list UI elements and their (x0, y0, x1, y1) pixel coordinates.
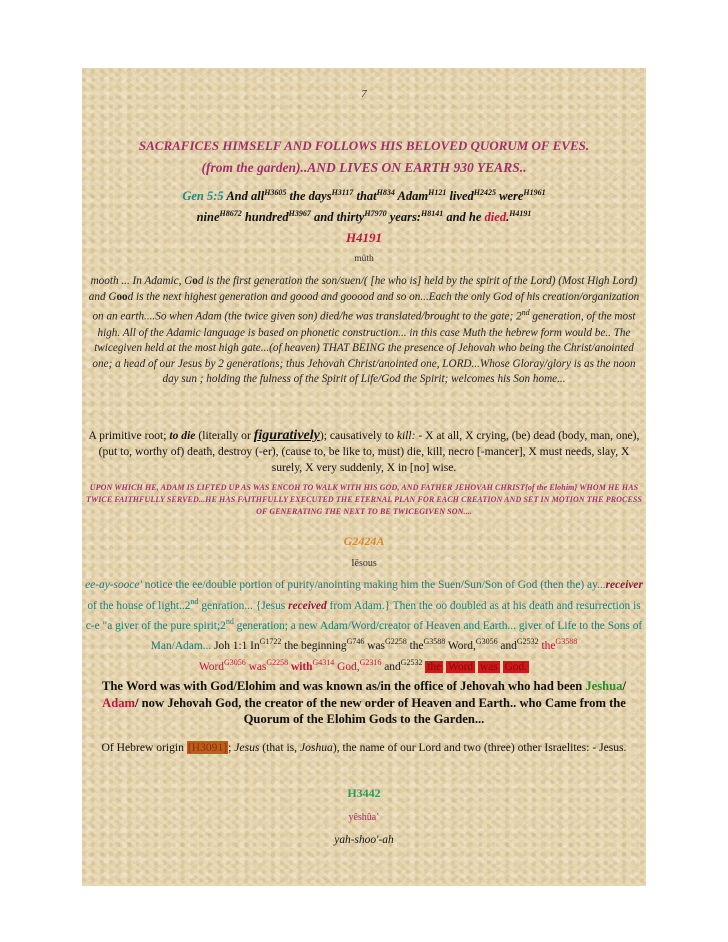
highlight-god: God. (504, 660, 528, 673)
page-number: 7 (361, 88, 367, 100)
strong-number-h3442: H3442 (347, 786, 381, 800)
heading-line-2: (from the garden)..AND LIVES ON EARTH 930 YEARS.. (201, 160, 527, 175)
commentary-paragraph-2: ee-ay-sooce' notice the ee/double portion of purity/anointing making him the Suen/Sun/Son of God (then the) ay...receiver of the house of light..2nd genration... {Jesus received from Adam.} Then the oo doubled as at his death and resurrection is c-e "a giver of the pure spirit;2nd generation; a new Adam/Word/creator of Heaven and Earth... giver of Life to the Sons of Man/Adam... Joh 1:1 $In^{G1722}$ the beginning$^{G746}$ was$^{G2258}$ the$^{G3588}$ Word,$^{G3056}$ and$^{G2532}$ the$^{G3588}$ Word$^{G3056}$ was$^{G2258}$ with$^{G4314}$ God,$^{G2316}$ and$^{G2532}$ the Word was God. (85, 579, 643, 673)
parchment-page (82, 68, 646, 886)
jeshua-name: Jeshua (585, 679, 623, 693)
verse-ref: Gen 5:5 (182, 189, 224, 204)
hebrew-origin-definition: Of Hebrew origin [H3091]; Jesus (that is, Joshua), the name of our Lord and two (three) other Israelites: - Jesus. (101, 741, 627, 754)
upon-which-paragraph: UPON WHICH HE, ADAM IS LIFTED UP AS WAS ENCOH TO WALK WITH HIS GOD, AND FATHER JEHOVAH CHRIST{of the Elohim} WHOM HE HAS TWICE FAITHFULLY SERVED...HE HAS FAITHFULLY EXECUTED THE ETERNAL PLAN FOR EACH CREATION AND SET IN MOTION THE PROCESS OF GENERATING THE NEXT TO BE TWICEGIVEN SON.... (86, 483, 642, 516)
transliteration-muth: mûth (354, 254, 374, 264)
transliteration-iesous: Iēsous (351, 558, 377, 569)
highlight-the: the (427, 660, 442, 673)
strong-number-h4191: H4191 (345, 230, 383, 245)
adam-name: Adam (102, 695, 135, 710)
heading-line-1: SACRAFICES HIMSELF AND FOLLOWS HIS BELOVED QUORUM OF EVES. (138, 138, 590, 153)
died-word: died (484, 210, 507, 225)
strong-link-h3091[interactable]: [H3091] (187, 741, 228, 754)
word-with-god-paragraph: The Word was with God/Elohim and was known as/in the office of Jehovah who had been Jeshua/ Adam/ now Jehovah God, the creator of the new order of Heaven and Earth.. who Came from the Quorum of the Elohim Gods to the Garden... (102, 679, 626, 727)
pronunciation: yah-shoo'-ah (334, 834, 394, 846)
highlight-word: Word (448, 660, 474, 673)
primitive-root-definition: A primitive root; to die (literally or figuratively); causatively to kill: - X at all, X crying, (be) dead (body, man, one), (put to, worthy of) death, destroy (-er), (cause to, be like to, must) die, kill, necro [-mancer], X must needs, slay, X surely, X very suddenly, X in [no] wise. (88, 428, 640, 474)
genesis-verse: Gen 5:5 And all$^{H3605}$ the days$^{H3117}$ that$^{H834}$ Adam$^{H121}$ lived$^{H2425}$ were$^{H1961}$ nine$^{H8672}$ hundred$^{H3967}$ and thirty$^{H7970}$ years:$^{H8141}$ and he died.$^{H4191}$ (182, 188, 546, 225)
highlight-was: was (479, 660, 498, 673)
john-verse: Joh 1:1 $In^{G1722}$ the beginning$^{G746}$ was$^{G2258}$ the$^{G3588}$ Word,$^{G3056}$ and$^{G2532}$ the$^{G3588}$ Word$^{G3056}$ was$^{G2258}$ with$^{G4314}$ God,$^{G2316}$ and$^{G2532}$ the Word was God. (198, 637, 578, 673)
transliteration-yeshua: yêshûa‛ (348, 812, 380, 823)
commentary-paragraph-1: mooth ... In Adamic, God is the first generation the son/suen/( [he who is] held by the spirit of the Lord) (Most High Lord) and Good is the next highest generation and goood and gooood and so on...Each the only God of his creation/organization on an earth....So when Adam (the twice given son) died/he was translated/brought to the gate; 2nd generation, of the most high. All of the Adamic language is based on phonetic construction... in this case Muth the hebrew form would be.. The twicegiven held at the most high gate...(of heaven) THAT BEING the presence of Jehovah who being the Christ/anointed one; a head of our Jesus by 2 generations; thus Jehovah Christ/anointed one, LORD...Whose Gloray/glory is as the noon day sun ; holding the fulness of the Spirit of Life/God the Spirit; welcomes his Son home... (88, 275, 640, 386)
strong-number-g2424a: G2424A (343, 534, 385, 548)
